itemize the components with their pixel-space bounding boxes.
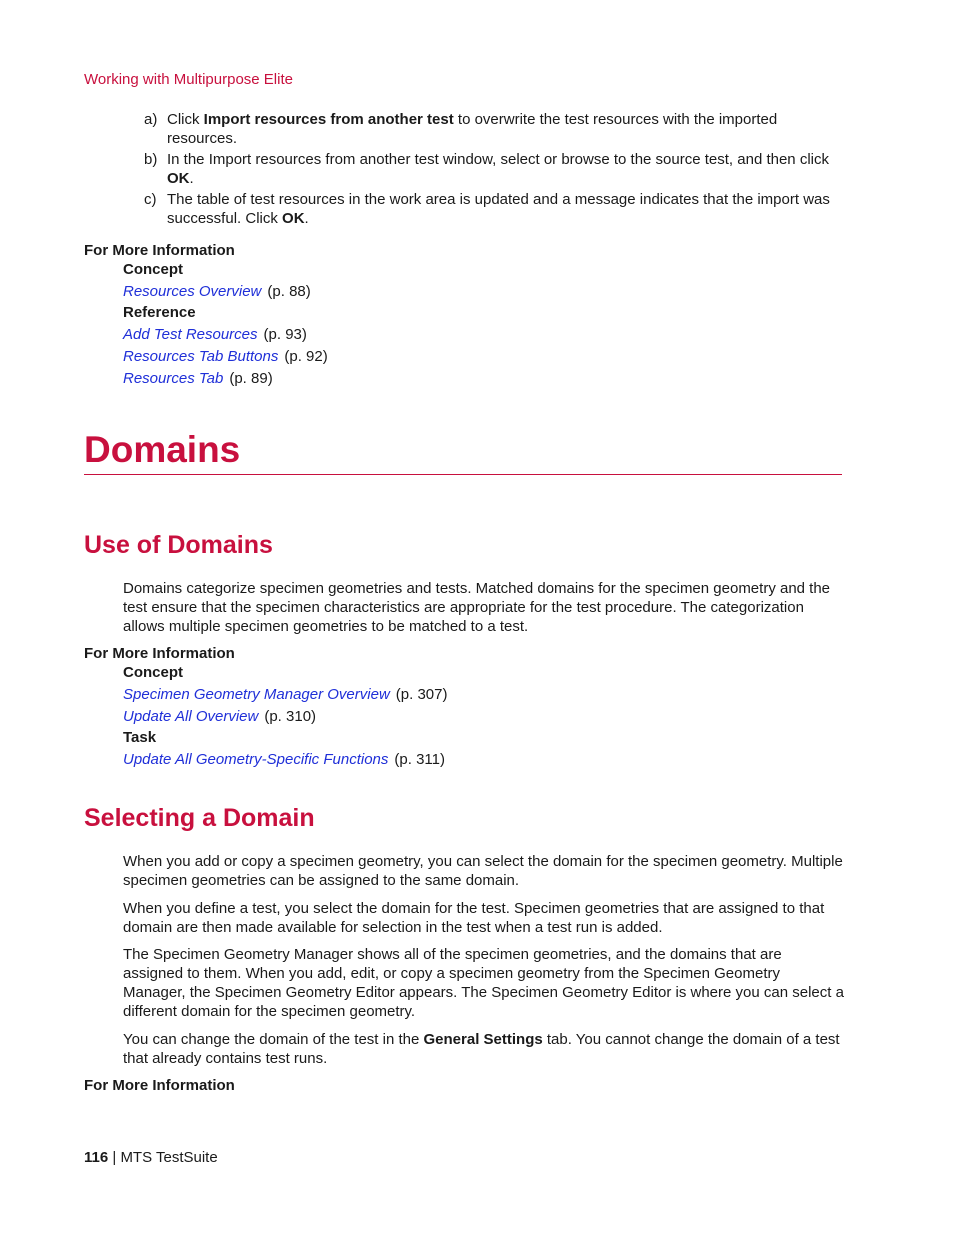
running-head: Working with Multipurpose Elite xyxy=(84,71,293,88)
link-update-all-overview[interactable]: Update All Overview xyxy=(123,708,259,725)
concept-label: Concept xyxy=(123,261,183,278)
link-row: Add Test Resources (p. 93) xyxy=(123,326,307,343)
more-info-heading: For More Information xyxy=(84,645,235,662)
more-info-heading: For More Information xyxy=(84,1077,235,1094)
body-paragraph: When you define a test, you select the domain for the test. Specimen geometries that are assigned to that domain are then made available for selection in the test when a test run is added. xyxy=(123,900,825,936)
link-row: Resources Tab Buttons (p. 92) xyxy=(123,348,328,365)
section-title-selecting-a-domain: Selecting a Domain xyxy=(84,804,315,832)
link-resources-overview[interactable]: Resources Overview xyxy=(123,283,262,300)
step-label: a) xyxy=(144,111,158,128)
body-paragraph: When you add or copy a specimen geometry, you can select the domain for the specimen geometry. Multiple specimen geometries can be assigned to the same domain. xyxy=(123,853,843,889)
body-paragraph: The Specimen Geometry Manager shows all of the specimen geometries, and the domains that are assigned to them. When you add, edit, or copy a specimen geometry from the Specimen Geometry Manager, the Specimen Geometry Editor appears. The Specimen Geometry Editor is where you can select a different domain for the specimen geometry. xyxy=(123,946,844,1020)
task-label: Task xyxy=(123,729,157,746)
product-name: MTS TestSuite xyxy=(120,1149,218,1166)
body-paragraph: You can change the domain of the test in the General Settings tab. You cannot change the domain of a test that already contains test runs. xyxy=(123,1031,840,1067)
step-label: c) xyxy=(144,191,157,208)
link-update-all-geometry-specific-functions[interactable]: Update All Geometry-Specific Functions xyxy=(123,751,389,768)
link-add-test-resources[interactable]: Add Test Resources xyxy=(123,326,258,343)
reference-label: Reference xyxy=(123,304,196,321)
more-info-heading: For More Information xyxy=(84,242,235,259)
step-text: In the Import resources from another test window, select or browse to the source test, and then click OK. xyxy=(167,151,829,187)
link-row: Resources Tab (p. 89) xyxy=(123,370,273,387)
section-title-use-of-domains: Use of Domains xyxy=(84,531,273,559)
link-specimen-geometry-manager-overview[interactable]: Specimen Geometry Manager Overview xyxy=(123,686,390,703)
link-row: Resources Overview (p. 88) xyxy=(123,283,311,300)
title-rule xyxy=(84,474,842,475)
link-resources-tab-buttons[interactable]: Resources Tab Buttons xyxy=(123,348,279,365)
chapter-title: Domains xyxy=(84,429,241,470)
link-resources-tab[interactable]: Resources Tab xyxy=(123,370,224,387)
step-text: Click Import resources from another test to overwrite the test resources with the imported resources. xyxy=(167,111,778,147)
page-number: 116 xyxy=(84,1149,109,1166)
link-row: Specimen Geometry Manager Overview (p. 307) xyxy=(123,686,448,703)
link-row: Update All Overview (p. 310) xyxy=(123,708,317,725)
step-text: The table of test resources in the work area is updated and a message indicates that the import was successful. Click OK. xyxy=(167,191,830,227)
link-row: Update All Geometry-Specific Functions (p. 311) xyxy=(123,751,445,768)
body-paragraph: Domains categorize specimen geometries and tests. Matched domains for the specimen geometry and the test ensure that the specimen characteristics are appropriate for the test procedure. The categorization allows multiple specimen geometries to be matched to a test. xyxy=(123,580,831,635)
page-footer: 116 | MTS TestSuite xyxy=(84,1149,218,1166)
concept-label: Concept xyxy=(123,664,183,681)
step-label: b) xyxy=(144,151,158,168)
